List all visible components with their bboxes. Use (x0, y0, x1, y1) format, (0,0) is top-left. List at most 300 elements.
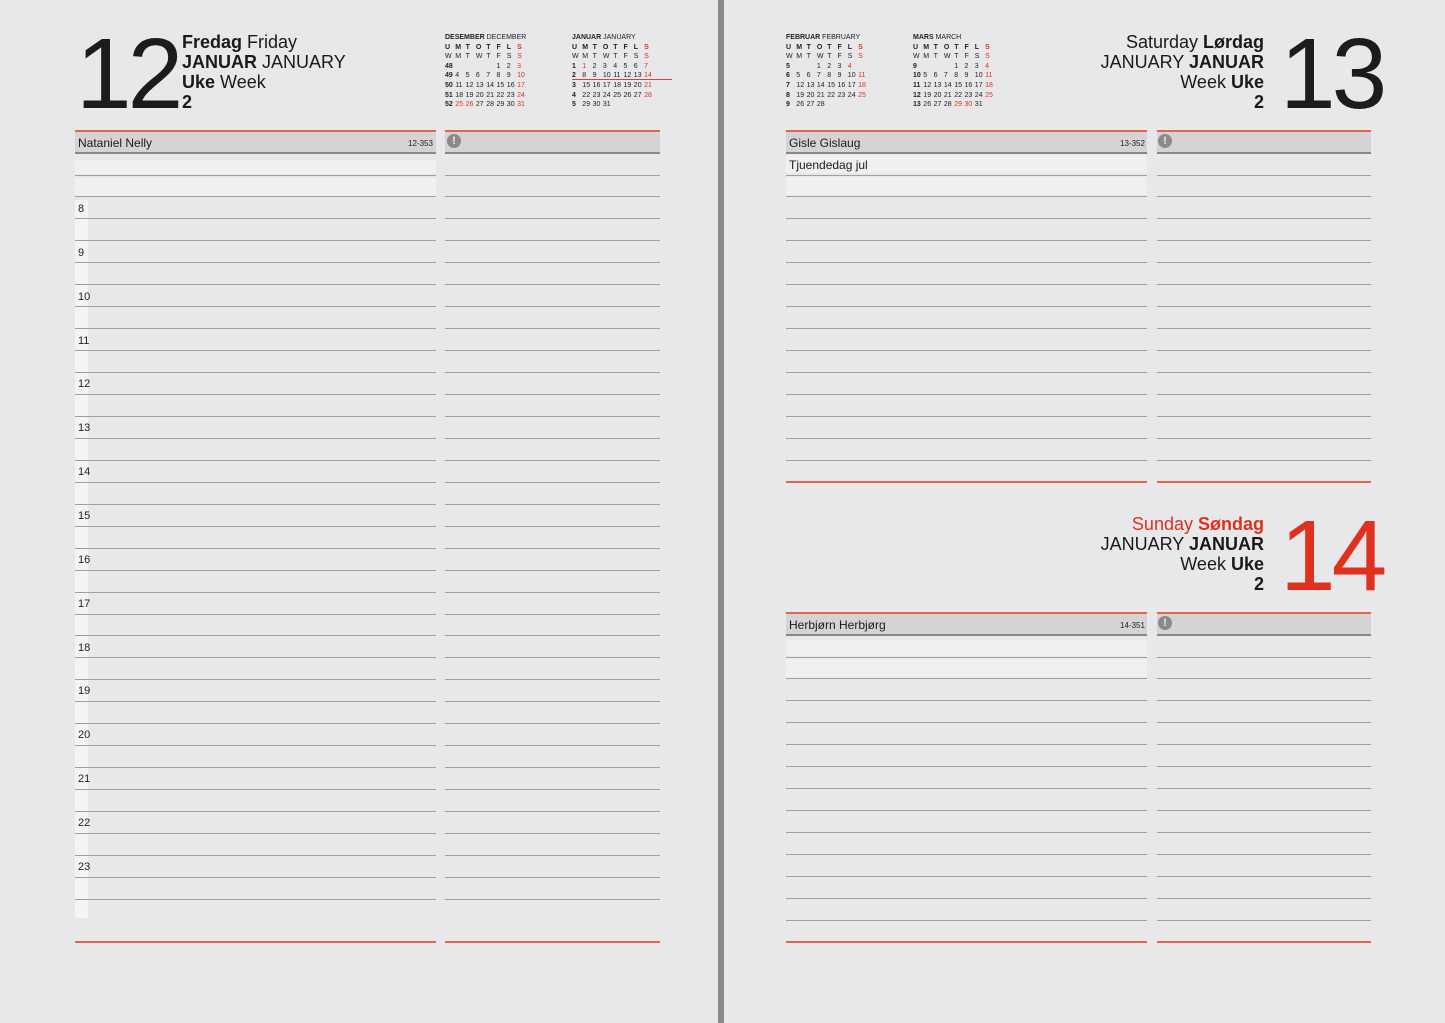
holiday-note: Tjuendedag jul (789, 158, 868, 172)
hour-label-11: 11 (78, 334, 90, 347)
ruled-line (445, 416, 660, 417)
calendar-weekday-header (786, 52, 886, 62)
ruled-line (786, 196, 1147, 197)
weekday-no: Fredag (182, 32, 243, 52)
calendar-day-cell: 22 (827, 91, 835, 99)
shaded-row (786, 659, 1147, 677)
ruled-line (445, 196, 660, 197)
ruled-line (75, 877, 436, 878)
calendar-header-cell: S (847, 53, 853, 61)
calendar-day-cell: 1 (954, 62, 959, 70)
calendar-day-cell: 6 (475, 72, 480, 80)
calendar-week-row (445, 81, 545, 91)
shaded-row (75, 178, 436, 196)
calendar-day-cell: 23 (592, 91, 601, 99)
ruled-line (445, 240, 660, 241)
ruled-line (445, 482, 660, 483)
ruled-line (445, 745, 660, 746)
week-number: 2 (182, 92, 193, 112)
calendar-day-cell: 26 (796, 101, 805, 109)
calendar-day-cell: 28 (644, 91, 652, 99)
calendar-day-cell: 2 (592, 62, 597, 70)
calendar-week-number: 52 (445, 101, 453, 109)
ruled-line (75, 833, 436, 834)
ruled-line (786, 306, 1147, 307)
calendar-day-cell: 15 (827, 81, 835, 89)
calendar-day-cell: 13 (806, 81, 815, 89)
calendar-day-cell: 3 (974, 62, 979, 70)
ruled-line (1157, 196, 1371, 197)
ruled-line (1157, 744, 1371, 745)
name-day: Gisle Gislaug (789, 136, 861, 150)
calendar-day-cell: 7 (816, 72, 821, 80)
calendar-day-cell: 4 (985, 62, 989, 70)
calendar-day-cell: 26 (923, 101, 932, 109)
ruled-line (786, 460, 1147, 461)
calendar-day-cell: 17 (517, 81, 525, 89)
calendar-day-cell: 27 (475, 101, 484, 109)
mini-calendar-february (786, 33, 886, 113)
ruled-line (786, 766, 1147, 767)
band-bottom-rule (1157, 152, 1371, 154)
calendar-day-cell: 6 (633, 62, 638, 70)
notes-band (445, 132, 660, 153)
calendar-day-cell: 23 (837, 91, 846, 99)
calendar-day-cell: 27 (806, 101, 815, 109)
calendar-week-row (445, 62, 545, 72)
calendar-title-no: FEBRUAR (786, 34, 823, 41)
ruled-line (445, 679, 660, 680)
ruled-line (445, 899, 660, 900)
calendar-day-cell: 18 (455, 91, 464, 99)
calendar-day-cell: 7 (644, 62, 648, 70)
calendar-header-cell: W (572, 53, 579, 61)
ruled-line (445, 877, 660, 878)
weekday-en: Friday (247, 32, 298, 52)
ruled-line (445, 811, 660, 812)
ruled-line (786, 700, 1147, 701)
calendar-header-cell: M (923, 53, 930, 61)
ruled-line (786, 175, 1147, 176)
weekday-en: Saturday (1125, 32, 1198, 52)
ruled-line (786, 657, 1147, 658)
name-day: Nataniel Nelly (78, 136, 153, 150)
calendar-weekday-header (572, 43, 672, 53)
calendar-day-cell: 5 (923, 72, 928, 80)
calendar-header-cell: M (923, 43, 930, 51)
calendar-day-cell: 16 (506, 81, 515, 89)
hour-label-14: 14 (78, 466, 91, 479)
calendar-header-cell: T (933, 43, 938, 51)
calendar-day-cell: 21 (644, 81, 652, 89)
calendar-header-cell: M (796, 53, 803, 61)
calendar-header-cell: M (796, 43, 803, 51)
calendar-header-cell: F (496, 43, 501, 51)
shaded-row (75, 160, 436, 174)
calendar-day-cell: 23 (964, 91, 973, 99)
calendar-header-cell: O (943, 43, 950, 51)
calendar-header-cell: F (623, 53, 628, 61)
calendar-week-row (572, 62, 672, 72)
calendar-day-cell: 20 (806, 91, 815, 99)
month-en: JANUARY (1100, 534, 1184, 554)
calendar-header-cell: W (943, 53, 951, 61)
calendar-day-cell: 30 (592, 101, 601, 109)
calendar-day-cell: 18 (613, 81, 621, 89)
weekday-no: Lørdag (1203, 32, 1264, 52)
ruled-line (75, 240, 436, 241)
calendar-day-cell: 30 (506, 101, 515, 109)
calendar-day-cell: 11 (985, 72, 993, 80)
ruled-line (786, 722, 1147, 723)
ruled-line (786, 350, 1147, 351)
calendar-weekday-header (445, 52, 545, 62)
ruled-line (445, 833, 660, 834)
ruled-line (445, 548, 660, 549)
calendar-day-cell: 13 (933, 81, 942, 89)
calendar-day-cell: 16 (592, 81, 601, 89)
ruled-line (1157, 898, 1371, 899)
calendar-day-cell: 29 (582, 101, 591, 109)
calendar-week-number: 13 (913, 101, 921, 109)
ruled-line (445, 350, 660, 351)
calendar-day-cell: 22 (582, 91, 591, 99)
calendar-title (786, 33, 886, 43)
calendar-header-cell: L (847, 43, 853, 51)
ruled-line (445, 614, 660, 615)
ruled-line (786, 678, 1147, 679)
calendar-day-cell: 9 (506, 72, 511, 80)
calendar-header-cell: M (582, 53, 589, 61)
calendar-title-en: MARCH (935, 34, 962, 41)
calendar-title-no: MARS (913, 34, 936, 41)
calendar-header-cell: S (644, 43, 649, 51)
calendar-header-cell: T (592, 53, 597, 61)
calendar-day-cell: 5 (465, 72, 470, 80)
calendar-day-cell: 18 (858, 81, 866, 89)
calendar-header-cell: T (806, 43, 811, 51)
ruled-line (75, 218, 436, 219)
calendar-day-cell: 3 (517, 62, 521, 70)
ruled-line (786, 240, 1147, 241)
ruled-line (1157, 854, 1371, 855)
calendar-title (445, 33, 545, 43)
calendar-header-cell: F (964, 53, 969, 61)
calendar-header-cell: F (837, 43, 842, 51)
name-day: Herbjørn Herbjørg (789, 618, 886, 632)
ruled-line (445, 284, 660, 285)
band-bottom-rule (786, 634, 1147, 636)
calendar-day-cell: 21 (943, 91, 952, 99)
saturday-week-label (1180, 72, 1264, 92)
calendar-day-cell: 12 (923, 81, 932, 89)
calendar-week-row (572, 81, 672, 91)
calendar-day-cell: 28 (486, 101, 494, 109)
ruled-line (75, 328, 436, 329)
hour-label-17: 17 (78, 597, 91, 610)
month-no: JANUAR (1188, 52, 1264, 72)
ruled-line (786, 438, 1147, 439)
calendar-day-cell: 19 (465, 91, 474, 99)
calendar-header-cell: S (633, 53, 639, 61)
ruled-line (445, 701, 660, 702)
calendar-week-number: 49 (445, 72, 453, 80)
calendar-day-cell: 22 (954, 91, 962, 99)
calendar-header-cell: T (486, 53, 491, 61)
calendar-header-cell: W (913, 53, 920, 61)
calendar-day-cell: 16 (837, 81, 846, 89)
calendar-title-en: DECEMBER (486, 34, 527, 41)
ruled-line (75, 811, 436, 812)
day-number-12: 12 (76, 18, 180, 130)
band-bottom-rule (1157, 634, 1371, 636)
calendar-day-cell: 3 (837, 62, 842, 70)
calendar-day-cell: 24 (974, 91, 983, 99)
ruled-line (445, 767, 660, 768)
calendar-header-cell: S (974, 53, 980, 61)
calendar-day-cell: 11 (613, 72, 621, 80)
calendar-day-cell: 10 (847, 72, 856, 80)
ruled-line (75, 789, 436, 790)
ruled-line (1157, 416, 1371, 417)
hour-label-13: 13 (78, 422, 91, 435)
ruled-line (445, 723, 660, 724)
calendar-title-no: DESEMBER (445, 34, 487, 41)
week-no: Uke (1230, 554, 1264, 574)
calendar-header-cell: O (816, 43, 823, 51)
calendar-day-cell: 25 (613, 91, 621, 99)
ruled-line (445, 526, 660, 527)
calendar-day-cell: 12 (465, 81, 474, 89)
calendar-week-number: 12 (913, 91, 921, 99)
ruled-line (1157, 788, 1371, 789)
calendar-day-cell: 6 (806, 72, 811, 80)
calendar-header-cell: M (455, 53, 462, 61)
ruled-line (1157, 766, 1371, 767)
calendar-day-cell: 2 (827, 62, 832, 70)
hour-label-15: 15 (78, 509, 91, 522)
mini-calendar-january (572, 33, 672, 113)
ruled-line (1157, 394, 1371, 395)
calendar-weekday-header (913, 52, 1013, 62)
calendar-week-number: 3 (572, 81, 576, 89)
calendar-day-cell: 7 (486, 72, 491, 80)
ruled-line (1157, 328, 1371, 329)
ruled-line (1157, 722, 1371, 723)
calendar-day-cell: 31 (974, 101, 983, 109)
hour-label-8: 8 (78, 203, 85, 215)
ruled-line (786, 876, 1147, 877)
bottom-red-rule (75, 941, 436, 943)
calendar-day-cell: 19 (623, 81, 632, 89)
day-number-13: 13 (1280, 18, 1384, 130)
calendar-day-cell: 15 (496, 81, 505, 89)
ruled-line (75, 262, 436, 263)
ruled-line (75, 745, 436, 746)
calendar-day-cell: 19 (796, 91, 805, 99)
ruled-line (1157, 657, 1371, 658)
calendar-week-number: 11 (913, 81, 921, 89)
calendar-day-cell: 24 (602, 91, 611, 99)
band-bottom-rule (75, 152, 436, 154)
calendar-day-cell: 30 (964, 101, 973, 109)
calendar-week-number: 50 (445, 81, 453, 89)
calendar-weekday-header (913, 43, 1013, 53)
calendar-week-number: 1 (572, 62, 576, 70)
bottom-red-rule (786, 941, 1147, 943)
calendar-day-cell: 26 (465, 101, 474, 109)
calendar-header-cell: S (506, 53, 512, 61)
calendar-weekday-header (445, 43, 545, 53)
calendar-day-cell: 14 (644, 72, 652, 80)
calendar-day-cell: 9 (837, 72, 842, 80)
ruled-line (445, 855, 660, 856)
calendar-week-number: 51 (445, 91, 453, 99)
hour-label-10: 10 (78, 290, 91, 303)
calendar-title-en: FEBRUARY (822, 34, 861, 41)
calendar-week-number: 5 (572, 101, 576, 109)
ruled-line (75, 723, 436, 724)
calendar-day-cell: 4 (613, 62, 618, 70)
calendar-day-cell: 1 (816, 62, 821, 70)
calendar-day-cell: 10 (974, 72, 983, 80)
ruled-line (445, 372, 660, 373)
calendar-header-cell: T (465, 53, 470, 61)
calendar-title (913, 33, 1013, 43)
ruled-line (786, 788, 1147, 789)
ruled-line (75, 592, 436, 593)
calendar-header-cell: O (475, 43, 482, 51)
calendar-day-cell: 8 (827, 72, 832, 80)
ruled-line (1157, 810, 1371, 811)
day-code: 14-351 (1120, 621, 1145, 630)
ruled-line (445, 306, 660, 307)
calendar-week-number: 10 (913, 72, 921, 80)
ruled-line (445, 460, 660, 461)
calendar-day-cell: 27 (633, 91, 642, 99)
calendar-day-cell: 16 (964, 81, 973, 89)
calendar-header-cell: S (517, 43, 522, 51)
calendar-day-cell: 8 (954, 72, 959, 80)
calendar-day-cell: 25 (455, 101, 464, 109)
calendar-header-cell: W (816, 53, 824, 61)
calendar-week-row (445, 91, 545, 101)
calendar-header-cell: W (445, 53, 452, 61)
calendar-weekday-header (572, 52, 672, 62)
calendar-day-cell: 12 (796, 81, 805, 89)
ruled-line (1157, 284, 1371, 285)
calendar-day-cell: 20 (475, 91, 484, 99)
ruled-line (786, 832, 1147, 833)
ruled-line (1157, 262, 1371, 263)
ruled-line (445, 570, 660, 571)
hour-label-16: 16 (78, 553, 91, 566)
calendar-header-cell: M (455, 43, 462, 51)
mini-calendar-march (913, 33, 1013, 113)
ruled-line (1157, 372, 1371, 373)
calendar-day-cell: 13 (475, 81, 484, 89)
calendar-header-cell: F (964, 43, 969, 51)
ruled-line (445, 657, 660, 658)
calendar-header-cell: T (613, 53, 618, 61)
ruled-line (786, 744, 1147, 745)
calendar-day-cell: 6 (933, 72, 938, 80)
sunday-week-number: 2 (1253, 574, 1264, 594)
calendar-header-cell: L (633, 43, 639, 51)
calendar-header-cell: T (827, 43, 832, 51)
calendar-header-cell: U (786, 43, 792, 51)
calendar-week-number: 2 (572, 72, 576, 80)
mini-calendar-december (445, 33, 545, 113)
calendar-day-cell: 9 (592, 72, 597, 80)
bottom-red-rule (1157, 941, 1371, 943)
calendar-day-cell: 12 (623, 72, 632, 80)
calendar-day-cell: 29 (496, 101, 505, 109)
calendar-header-cell: L (506, 43, 512, 51)
ruled-line (1157, 678, 1371, 679)
ruled-line (75, 548, 436, 549)
calendar-header-cell: M (582, 43, 589, 51)
hour-label-9: 9 (78, 246, 85, 259)
hour-label-12: 12 (78, 378, 91, 391)
sunday-weekday-label (1132, 514, 1264, 534)
sunday-week-label (1180, 554, 1264, 574)
calendar-day-cell: 13 (633, 72, 642, 80)
calendar-header-cell: T (613, 43, 618, 51)
weekday-no: Søndag (1198, 514, 1264, 534)
calendar-week-number: 4 (572, 91, 576, 99)
calendar-day-cell: 11 (455, 81, 463, 89)
calendar-day-cell: 21 (816, 91, 825, 99)
calendar-day-cell: 1 (496, 62, 501, 70)
calendar-day-cell: 22 (496, 91, 505, 99)
ruled-line (75, 482, 436, 483)
calendar-day-cell: 23 (506, 91, 515, 99)
hour-label-20: 20 (78, 729, 91, 742)
ruled-line (445, 328, 660, 329)
calendar-week-number: 7 (786, 81, 790, 89)
calendar-week-row (786, 100, 886, 110)
exclamation-icon: ! (447, 134, 461, 148)
calendar-day-cell: 31 (602, 101, 611, 109)
ruled-line (445, 592, 660, 593)
calendar-day-cell: 14 (486, 81, 494, 89)
ruled-line (786, 854, 1147, 855)
ruled-line (445, 175, 660, 176)
calendar-title-en: JANUARY (603, 34, 636, 41)
month-en: JANUARY (262, 52, 346, 72)
calendar-week-row (913, 62, 1013, 72)
ruled-line (786, 262, 1147, 263)
band-bottom-rule (786, 152, 1147, 154)
calendar-title (572, 33, 672, 43)
calendar-header-cell: U (913, 43, 919, 51)
calendar-header-cell: U (445, 43, 451, 51)
hour-label-19: 19 (78, 685, 91, 698)
calendar-day-cell: 25 (858, 91, 866, 99)
calendar-day-cell: 31 (517, 101, 525, 109)
calendar-week-row (786, 81, 886, 91)
ruled-line (75, 614, 436, 615)
calendar-week-row (572, 71, 672, 81)
weekday-label (182, 32, 297, 52)
calendar-header-cell: S (644, 53, 649, 61)
month-no: JANUAR (182, 52, 258, 72)
ruled-line (75, 635, 436, 636)
calendar-day-cell: 26 (623, 91, 632, 99)
calendar-day-cell: 2 (964, 62, 969, 70)
day-code: 12-353 (408, 139, 433, 148)
